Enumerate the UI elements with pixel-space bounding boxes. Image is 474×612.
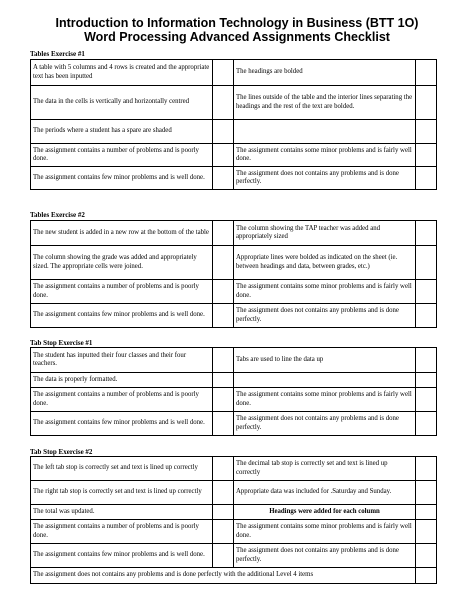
checkbox-cell[interactable] — [416, 60, 437, 86]
checkbox-cell[interactable] — [416, 280, 437, 304]
checkbox-cell[interactable] — [416, 246, 437, 280]
checkbox-cell[interactable] — [213, 388, 234, 412]
checkbox-cell[interactable] — [416, 568, 437, 584]
document-subtitle: Word Processing Advanced Assignments Checklist — [84, 30, 390, 44]
criterion-cell: The data is properly formatted. — [31, 373, 213, 388]
checkbox-cell[interactable] — [416, 144, 437, 167]
criterion-cell: The decimal tab stop is correctly set and text is lined up correctly — [234, 457, 416, 481]
criterion-cell: The left tab stop is correctly set and text is lined up correctly — [31, 457, 213, 481]
criterion-cell: The student has inputted their four classes and their four teachers. — [31, 348, 213, 373]
checkbox-cell[interactable] — [213, 144, 234, 167]
criterion-cell: Tabs are used to line the data up — [234, 348, 416, 373]
checklist-row — [31, 144, 437, 167]
checklist-row — [31, 86, 437, 120]
checklist-row — [31, 457, 437, 481]
criterion-cell: The headings are bolded — [234, 60, 416, 86]
criterion-cell: The data in the cells is vertically and horizontally centred — [31, 86, 213, 120]
criterion-cell: The assignment contains a number of problems and is poorly done. — [31, 388, 213, 412]
checklist-row — [31, 412, 437, 436]
section-heading: Tab Stop Exercise #2 — [30, 448, 93, 456]
checkbox-cell[interactable] — [416, 388, 437, 412]
checkbox-cell[interactable] — [416, 412, 437, 436]
checklist-row — [31, 544, 437, 568]
checklist-table — [30, 456, 437, 584]
criterion-cell: The periods where a student has a spare are shaded — [31, 120, 213, 144]
criterion-cell: The assignment contains a number of problems and is poorly done. — [31, 520, 213, 544]
checklist-row — [31, 348, 437, 373]
criterion-cell: The lines outside of the table and the interior lines separating the headings and the rest of the text are bolded. — [234, 86, 416, 120]
checkbox-cell[interactable] — [416, 457, 437, 481]
checklist-row — [31, 280, 437, 304]
section-heading: Tab Stop Exercise #1 — [30, 339, 93, 347]
checkbox-cell[interactable] — [213, 304, 234, 328]
checklist-table — [30, 220, 437, 328]
checklist-row — [31, 481, 437, 505]
checklist-row — [31, 120, 437, 144]
criterion-cell: The assignment contains few minor problems and is well done. — [31, 412, 213, 436]
checkbox-cell[interactable] — [416, 505, 437, 520]
criterion-cell: The assignment does not contains any problems and is done perfectly. — [234, 544, 416, 568]
checklist-row — [31, 388, 437, 412]
checkbox-cell[interactable] — [213, 221, 234, 246]
checklist-row — [31, 60, 437, 86]
criterion-cell — [234, 373, 416, 388]
checkbox-cell[interactable] — [416, 373, 437, 388]
section-heading: Tables Exercise #1 — [30, 50, 85, 58]
criterion-cell: The new student is added in a new row at the bottom of the table — [31, 221, 213, 246]
checkbox-cell[interactable] — [416, 304, 437, 328]
checkbox-cell[interactable] — [213, 481, 234, 505]
criterion-cell: The column showing the TAP teacher was added and appropriately sized — [234, 221, 416, 246]
criterion-cell: The assignment contains some minor problems and is fairly well done. — [234, 520, 416, 544]
checkbox-cell[interactable] — [213, 246, 234, 280]
criterion-cell: Appropriate lines were bolded as indicated on the sheet (ie. between headings and data, between grades, etc.) — [234, 246, 416, 280]
criterion-cell: Headings were added for each column — [234, 505, 416, 520]
criterion-cell: The right tab stop is correctly set and text is lined up correctly — [31, 481, 213, 505]
checkbox-cell[interactable] — [213, 412, 234, 436]
checkbox-cell[interactable] — [213, 348, 234, 373]
criterion-cell: The column showing the grade was added and appropriately sized. The appropriate cells were joined. — [31, 246, 213, 280]
checklist-table — [30, 347, 437, 436]
checkbox-cell[interactable] — [213, 457, 234, 481]
checkbox-cell[interactable] — [416, 221, 437, 246]
criterion-cell: The assignment contains some minor problems and is fairly well done. — [234, 388, 416, 412]
checkbox-cell[interactable] — [416, 348, 437, 373]
checkbox-cell[interactable] — [213, 373, 234, 388]
checkbox-cell[interactable] — [213, 280, 234, 304]
checkbox-cell[interactable] — [416, 481, 437, 505]
criterion-cell: The assignment does not contains any problems and is done perfectly. — [234, 167, 416, 190]
criterion-cell: The assignment does not contains any problems and is done perfectly. — [234, 412, 416, 436]
checklist-row — [31, 221, 437, 246]
criterion-cell: The assignment contains few minor problems and is well done. — [31, 544, 213, 568]
checkbox-cell[interactable] — [416, 520, 437, 544]
checkbox-cell[interactable] — [213, 505, 234, 520]
checkbox-cell[interactable] — [213, 86, 234, 120]
checklist-row — [31, 373, 437, 388]
criterion-cell: The assignment contains a number of problems and is poorly done. — [31, 280, 213, 304]
criterion-cell: The assignment contains a number of problems and is poorly done. — [31, 144, 213, 167]
checkbox-cell[interactable] — [416, 544, 437, 568]
criterion-cell: The total was updated. — [31, 505, 213, 520]
checklist-table — [30, 59, 437, 190]
criterion-cell — [234, 120, 416, 144]
checklist-row — [31, 568, 437, 584]
checkbox-cell[interactable] — [416, 120, 437, 144]
criterion-cell: The assignment contains some minor problems and is fairly well done. — [234, 144, 416, 167]
checklist-row — [31, 505, 437, 520]
criterion-cell: The assignment does not contains any problems and is done perfectly. — [234, 304, 416, 328]
criterion-cell: The assignment does not contains any problems and is done perfectly with the additional Level 4 items — [31, 568, 416, 584]
checklist-row — [31, 520, 437, 544]
checkbox-cell[interactable] — [213, 60, 234, 86]
criterion-cell: Appropriate data was included for .Saturday and Sunday. — [234, 481, 416, 505]
checkbox-cell[interactable] — [213, 120, 234, 144]
checkbox-cell[interactable] — [416, 86, 437, 120]
checklist-row — [31, 167, 437, 190]
criterion-cell: The assignment contains few minor problems and is well done. — [31, 304, 213, 328]
checkbox-cell[interactable] — [213, 544, 234, 568]
checklist-row — [31, 304, 437, 328]
section-heading: Tables Exercise #2 — [30, 211, 85, 219]
criterion-cell: The assignment contains few minor problems and is well done. — [31, 167, 213, 190]
criterion-cell: A table with 5 columns and 4 rows is created and the appropriate text has been inputted — [31, 60, 213, 86]
criterion-cell: The assignment contains some minor problems and is fairly well done. — [234, 280, 416, 304]
document-title: Introduction to Information Technology in Business (BTT 1O) — [55, 16, 419, 30]
checkbox-cell[interactable] — [213, 520, 234, 544]
checklist-row — [31, 246, 437, 280]
checkbox-cell[interactable] — [213, 167, 234, 190]
checkbox-cell[interactable] — [416, 167, 437, 190]
